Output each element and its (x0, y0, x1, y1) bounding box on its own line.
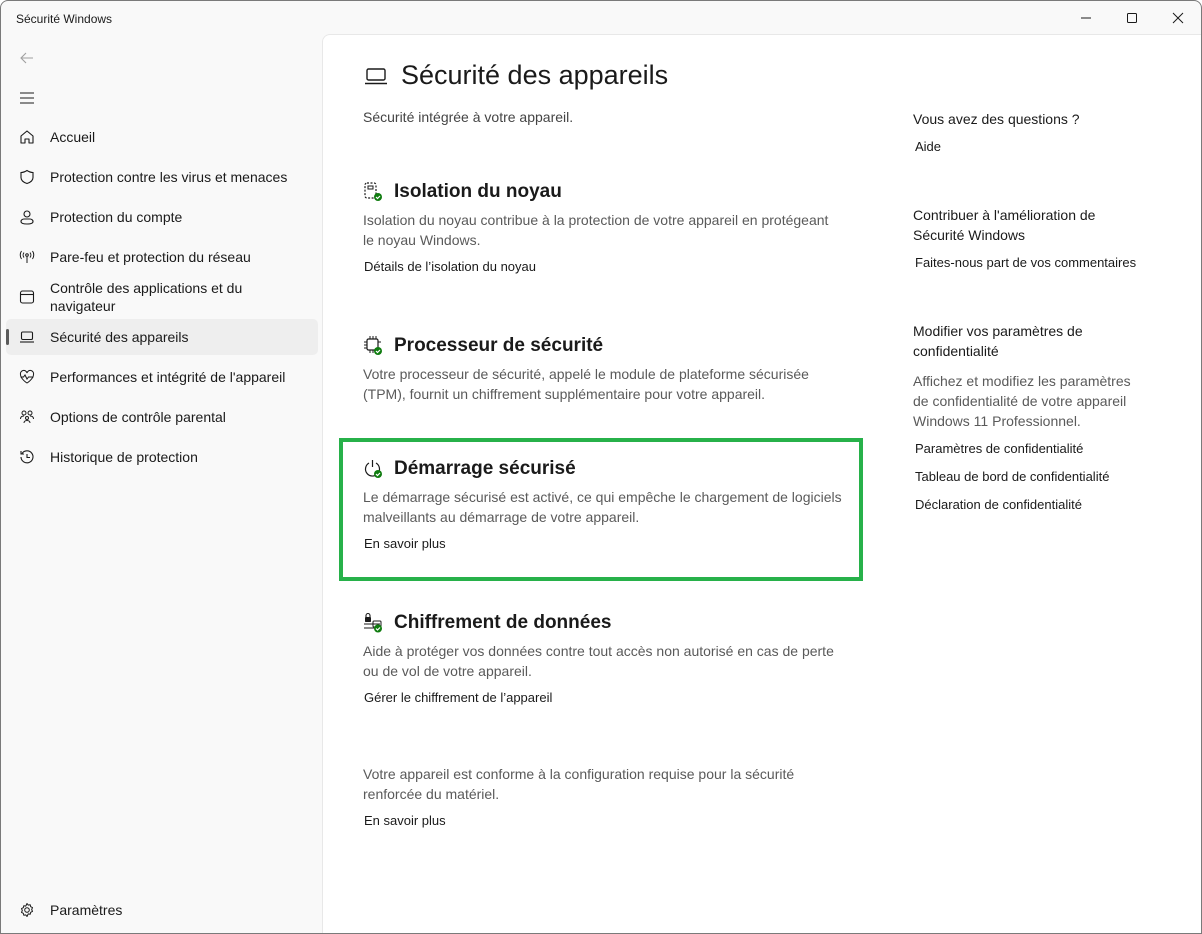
close-button[interactable] (1155, 1, 1201, 34)
main-content (322, 34, 1202, 934)
minimize-button[interactable] (1063, 1, 1109, 34)
sidebar-item-label: Contrôle des applications et du navigateur (50, 280, 243, 314)
section-core-isolation (363, 179, 843, 276)
close-icon (1172, 12, 1184, 24)
sidebar-item-firewall[interactable] (6, 239, 318, 275)
aside-heading: Vous avez des questions ? (913, 111, 1080, 127)
sidebar-item-label: Pare-feu et protection du réseau (50, 249, 251, 265)
sidebar-item-device-performance[interactable] (6, 359, 318, 395)
sidebar-item-protection-history[interactable] (6, 439, 318, 475)
sidebar-item-label: Options de contrôle parental (50, 409, 226, 425)
section-description: Isolation du noyau contribue à la protection de votre appareil en protégeant le noyau Windows. (363, 212, 829, 248)
core-isolation-icon (363, 181, 385, 203)
aside-feedback (913, 205, 1163, 273)
menu-button[interactable] (15, 88, 39, 108)
sidebar-item-label: Sécurité des appareils (50, 329, 189, 345)
maximize-icon (1126, 12, 1138, 24)
nav-list (6, 119, 318, 479)
home-icon (18, 128, 36, 146)
secure-boot-learn-more-link[interactable]: En savoir plus (364, 536, 446, 551)
sidebar-item-label: Paramètres (50, 902, 123, 918)
aside-questions (913, 109, 1163, 157)
section-data-encryption (363, 610, 843, 707)
privacy-statement-link[interactable]: Déclaration de confidentialité (915, 497, 1082, 512)
sidebar-item-label: Protection contre les virus et menaces (50, 169, 288, 185)
secure-boot-power-icon (363, 458, 385, 480)
laptop-icon (18, 328, 36, 346)
sidebar-item-account-protection[interactable] (6, 199, 318, 235)
title-bar (1, 1, 1201, 34)
gear-icon (18, 901, 36, 919)
sidebar-item-label: Protection du compte (50, 209, 183, 225)
hardware-notice-description: Votre appareil est conforme à la configuration requise pour la sécurité renforcée du matériel. (363, 766, 795, 802)
browser-window-icon (18, 288, 36, 306)
hamburger-menu-icon (19, 92, 35, 104)
sidebar-item-label: Historique de protection (50, 449, 198, 465)
sidebar-item-label: Accueil (50, 129, 96, 145)
sidebar-item-label: Performances et intégrité de l'appareil (50, 369, 286, 385)
hardware-learn-more-link[interactable]: En savoir plus (364, 813, 446, 828)
section-title: Démarrage sécurisé (394, 458, 576, 479)
section-security-processor (363, 333, 843, 404)
heart-pulse-icon (18, 368, 36, 386)
maximize-button[interactable] (1109, 1, 1155, 34)
page-subtitle: Sécurité intégrée à votre appareil. (363, 109, 574, 125)
sidebar-item-settings[interactable] (6, 892, 318, 928)
section-title: Chiffrement de données (394, 612, 612, 633)
app-title: Sécurité Windows (16, 12, 113, 26)
history-icon (18, 448, 36, 466)
laptop-icon (364, 64, 388, 88)
privacy-dashboard-link[interactable]: Tableau de bord de confidentialité (915, 469, 1110, 484)
back-arrow-icon (20, 52, 34, 64)
help-link[interactable]: Aide (915, 139, 942, 154)
sidebar-item-home[interactable] (6, 119, 318, 155)
aside-heading: Contribuer à l'amélioration de Sécurité Windows (913, 207, 1096, 243)
sidebar (1, 34, 322, 934)
feedback-link[interactable]: Faites-nous part de vos commentaires (915, 255, 1137, 270)
data-encryption-lock-icon (363, 612, 385, 634)
sidebar-item-settings-wrapper (6, 892, 318, 932)
manage-device-encryption-link[interactable]: Gérer le chiffrement de l’appareil (364, 690, 553, 705)
aside-heading: Modifier vos paramètres de confidentialité (913, 323, 1083, 359)
shield-icon (18, 168, 36, 186)
security-processor-chip-icon (363, 335, 385, 357)
privacy-settings-link[interactable]: Paramètres de confidentialité (915, 441, 1084, 456)
page-header (364, 60, 668, 91)
sidebar-item-family-options[interactable] (6, 399, 318, 435)
person-icon (18, 208, 36, 226)
core-isolation-details-link[interactable]: Détails de l’isolation du noyau (364, 259, 536, 274)
sidebar-item-app-browser-control[interactable] (6, 279, 318, 315)
aside-description: Affichez et modifiez les paramètres de confidentialité de votre appareil Windows 11 Professionnel. (913, 373, 1131, 429)
sidebar-item-device-security[interactable] (6, 319, 318, 355)
section-hardware-notice (363, 759, 843, 830)
back-button[interactable] (15, 48, 39, 68)
section-secure-boot (363, 456, 843, 553)
minimize-icon (1080, 12, 1092, 24)
section-description: Aide à protéger vos données contre tout accès non autorisé en cas de perte ou de vol de votre appareil. (363, 643, 834, 679)
aside-privacy (913, 321, 1163, 515)
section-title: Processeur de sécurité (394, 335, 604, 356)
sidebar-item-virus-protection[interactable] (6, 159, 318, 195)
wireless-signal-icon (18, 248, 36, 266)
page-title: Sécurité des appareils (401, 60, 669, 90)
window-controls (1063, 1, 1201, 34)
section-description: Le démarrage sécurisé est activé, ce qui empêche le chargement de logiciels malveillants au démarrage de votre appareil. (363, 489, 842, 525)
family-icon (18, 408, 36, 426)
section-description: Votre processeur de sécurité, appelé le module de plateforme sécurisée (TPM), fournit un chiffrement supplémentaire pour votre appareil. (363, 366, 809, 402)
section-title: Isolation du noyau (394, 181, 562, 202)
